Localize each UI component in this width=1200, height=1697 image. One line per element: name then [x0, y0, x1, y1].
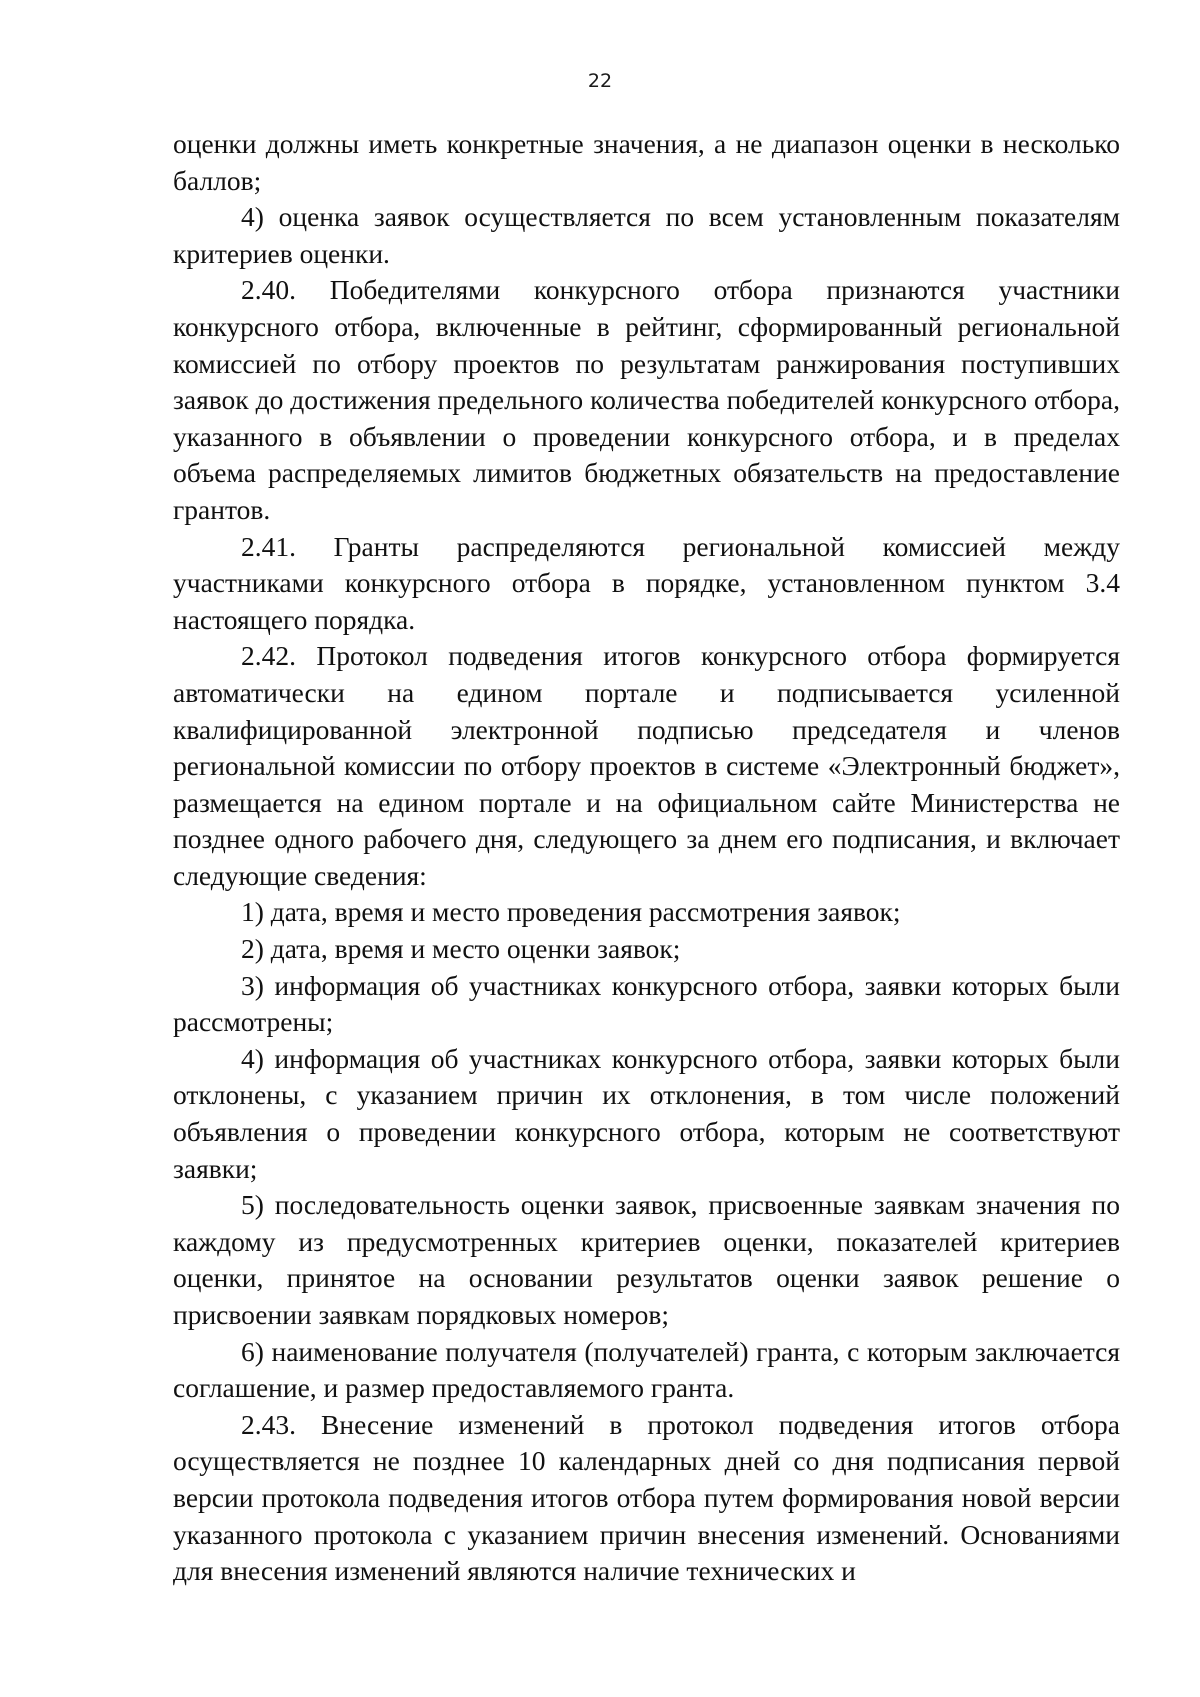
clause-2-43: 2.43. Внесение изменений в протокол подведения итогов отбора осуществляется не позднее 10 календарных дней со дня подписания первой версии протокола подведения итогов отбора путем формирования новой версии указанного протокола с указанием причин внесения изменений. Основаниями для внесения изменений являются наличие технических и	[173, 1408, 1120, 1587]
clause-2-40: 2.40. Победителями конкурсного отбора признаются участники конкурсного отбора, включенные в рейтинг, сформированный региональной комиссией по отбору проектов по результатам ранжирования поступивших заявок до достижения предельного количества победителей конкурсного отбора, указанного в объявлении о проведении конкурсного отбора, и в пределах объема распределяемых лимитов бюджетных обязательств на предоставление грантов.	[173, 274, 1120, 525]
clause-2-42: 2.42. Протокол подведения итогов конкурсного отбора формируется автоматически на едином портале и подписывается усиленной квалифицированной электронной подписью председателя и членов региональной комиссии по отбору проектов в системе «Электронный бюджет», размещается на едином портале и на официальном сайте Министерства не позднее одного рабочего дня, следующего за днем его подписания, и включает следующие сведения:	[173, 640, 1120, 891]
list-item-4: 4) информация об участниках конкурсного отбора, заявки которых были отклонены, с указанием причин их отклонения, в том числе положений объявления о проведении конкурсного отбора, которым не соответствуют заявки;	[173, 1042, 1120, 1184]
page-number: 22	[587, 70, 613, 92]
list-item-6: 6) наименование получателя (получателей) гранта, с которым заключается соглашение, и размер предоставляемого гранта.	[173, 1335, 1120, 1404]
document-body	[173, 126, 1120, 1590]
list-item-4-evaluation: 4) оценка заявок осуществляется по всем установленным показателям критериев оценки.	[173, 201, 1120, 269]
list-item-2: 2) дата, время и место оценки заявок;	[241, 933, 681, 965]
paragraph-continuation: оценки должны иметь конкретные значения, а не диапазон оценки в несколько баллов;	[173, 128, 1120, 196]
list-item-5: 5) последовательность оценки заявок, присвоенные заявкам значения по каждому из предусмотренных критериев оценки, показателей критериев оценки, принятое на основании результатов оценки заявок решение о присвоении заявкам порядковых номеров;	[173, 1189, 1120, 1330]
clause-2-41: 2.41. Гранты распределяются региональной комиссией между участниками конкурсного отбора в порядке, установленном пунктом 3.4 настоящего порядка.	[173, 530, 1120, 635]
list-item-1: 1) дата, время и место проведения рассмотрения заявок;	[241, 896, 901, 928]
list-item-3: 3) информация об участниках конкурсного отбора, заявки которых были рассмотрены;	[173, 969, 1120, 1038]
